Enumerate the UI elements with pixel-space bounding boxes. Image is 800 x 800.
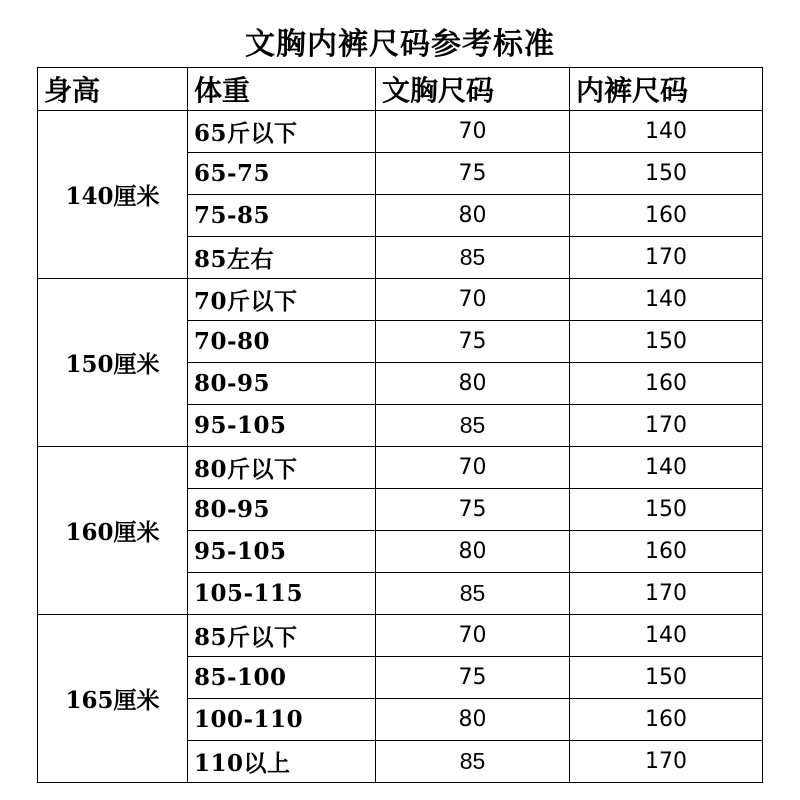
bra-size-cell: 70 <box>376 279 570 321</box>
weight-cell: 105-115 <box>188 573 376 615</box>
underwear-size-cell: 140 <box>570 447 763 489</box>
underwear-size-cell: 140 <box>570 615 763 657</box>
weight-cell: 70-80 <box>188 321 376 363</box>
bra-size-cell: 75 <box>376 153 570 195</box>
weight-cell: 95-105 <box>188 531 376 573</box>
height-cell: 140厘米 <box>38 111 188 279</box>
weight-cell: 85左右 <box>188 237 376 279</box>
bra-size-cell: 70 <box>376 111 570 153</box>
bra-size-cell: 85 <box>376 405 570 447</box>
weight-cell: 100-110 <box>188 699 376 741</box>
underwear-size-cell: 140 <box>570 111 763 153</box>
height-cell: 150厘米 <box>38 279 188 447</box>
table-row <box>38 279 763 321</box>
weight-cell: 85斤以下 <box>188 615 376 657</box>
underwear-size-cell: 160 <box>570 363 763 405</box>
table-row <box>38 447 763 489</box>
underwear-size-cell: 150 <box>570 489 763 531</box>
weight-cell: 65-75 <box>188 153 376 195</box>
weight-cell: 80-95 <box>188 363 376 405</box>
underwear-size-cell: 150 <box>570 321 763 363</box>
bra-size-cell: 75 <box>376 489 570 531</box>
underwear-size-cell: 170 <box>570 741 763 783</box>
header-underwear-size: 内裤尺码 <box>570 68 763 111</box>
underwear-size-cell: 140 <box>570 279 763 321</box>
height-cell: 160厘米 <box>38 447 188 615</box>
bra-size-cell: 85 <box>376 741 570 783</box>
size-table <box>37 67 763 783</box>
bra-size-cell: 80 <box>376 531 570 573</box>
bra-size-cell: 70 <box>376 615 570 657</box>
bra-size-cell: 85 <box>376 573 570 615</box>
bra-size-cell: 80 <box>376 195 570 237</box>
underwear-size-cell: 160 <box>570 531 763 573</box>
weight-cell: 65斤以下 <box>188 111 376 153</box>
weight-cell: 75-85 <box>188 195 376 237</box>
bra-size-cell: 70 <box>376 447 570 489</box>
bra-size-cell: 80 <box>376 699 570 741</box>
underwear-size-cell: 170 <box>570 573 763 615</box>
bra-size-cell: 80 <box>376 363 570 405</box>
weight-cell: 85-100 <box>188 657 376 699</box>
header-weight: 体重 <box>188 68 376 111</box>
height-cell: 165厘米 <box>38 615 188 783</box>
weight-cell: 110以上 <box>188 741 376 783</box>
weight-cell: 80斤以下 <box>188 447 376 489</box>
bra-size-cell: 85 <box>376 237 570 279</box>
underwear-size-cell: 150 <box>570 657 763 699</box>
table-row <box>38 615 763 657</box>
weight-cell: 95-105 <box>188 405 376 447</box>
underwear-size-cell: 170 <box>570 405 763 447</box>
underwear-size-cell: 160 <box>570 699 763 741</box>
underwear-size-cell: 160 <box>570 195 763 237</box>
weight-cell: 80-95 <box>188 489 376 531</box>
table-row <box>38 111 763 153</box>
header-height: 身高 <box>38 68 188 111</box>
header-row <box>38 68 763 111</box>
bra-size-cell: 75 <box>376 321 570 363</box>
underwear-size-cell: 150 <box>570 153 763 195</box>
underwear-size-cell: 170 <box>570 237 763 279</box>
page-title: 文胸内裤尺码参考标准 <box>245 27 555 62</box>
bra-size-cell: 75 <box>376 657 570 699</box>
weight-cell: 70斤以下 <box>188 279 376 321</box>
header-bra-size: 文胸尺码 <box>376 68 570 111</box>
